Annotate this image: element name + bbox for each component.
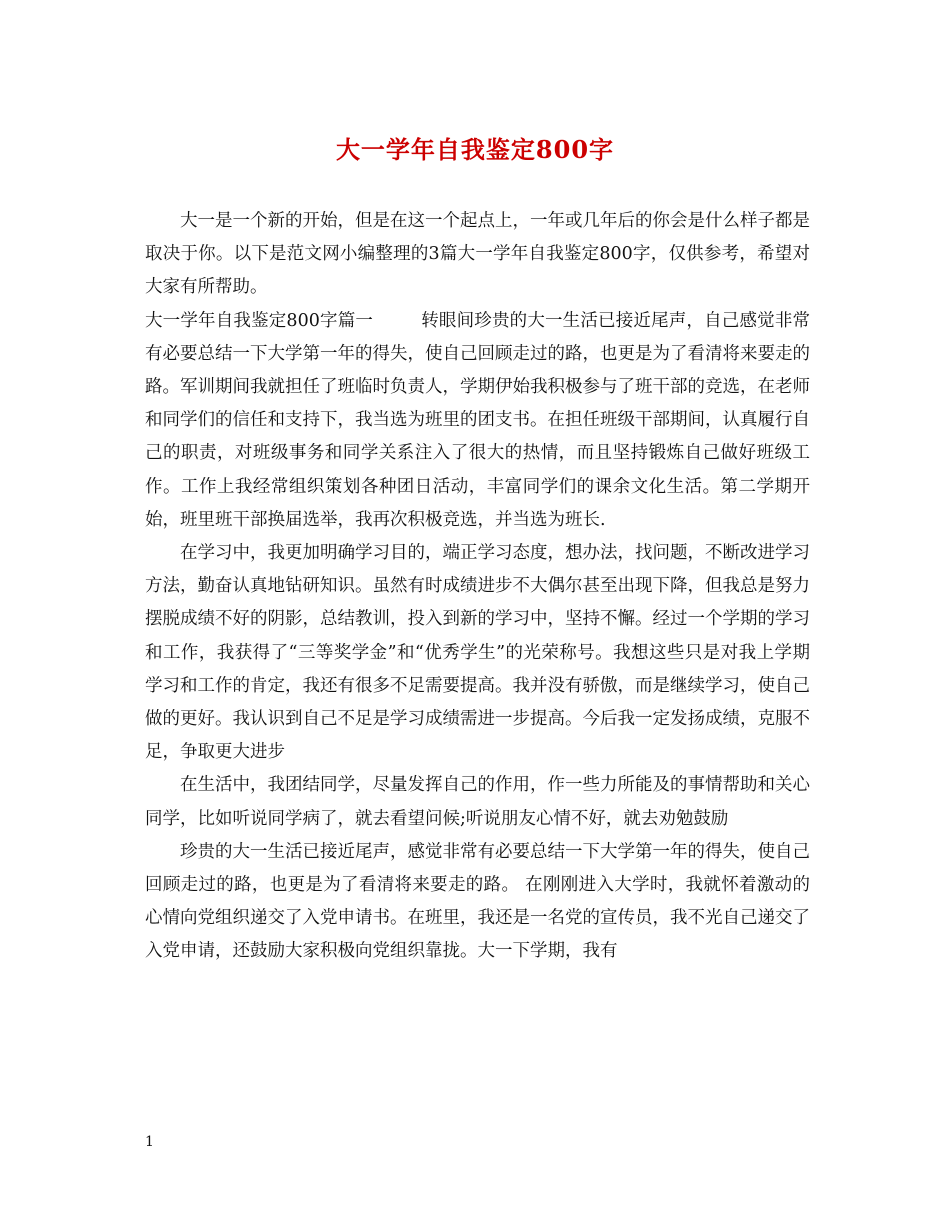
document-body [145,205,810,969]
section-heading: 大一学年自我鉴定800字篇一 [145,310,374,331]
section-one-text: 转眼间珍贵的大一生活已接近尾声，自己感觉非常有必要总结一下大学第一年的得失，使自己回顾走过的路，也更是为了看清将来要走的路。军训期间我就担任了班临时负责人，学期伊始我积极参与了班干部的竞选，在老师和同学们的信任和支持下，我当选为班里的团支书。在担任班级干部期间，认真履行自己的职责，对班级事务和同学关系注入了很大的热情，而且坚持锻炼自己做好班级工作。工作上我经常组织策划各种团日活动，丰富同学们的课余文化生活。第二学期开始，班里班干部换届选举，我再次积极竞选，并当选为班长. [145,310,811,530]
life-paragraph: 在生活中，我团结同学，尽量发挥自己的作用，作一些力所能及的事情帮助和关心同学，比如听说同学病了，就去看望问候;听说朋友心情不好，就去劝勉鼓励 [145,775,810,829]
page-number: 1 [145,1134,154,1150]
document-title: 大一学年自我鉴定800字 [335,135,615,164]
section-one-paragraph [145,305,810,537]
party-paragraph: 珍贵的大一生活已接近尾声，感觉非常有必要总结一下大学第一年的得失，使自己回顾走过的路，也更是为了看清将来要走的路。 在刚刚进入大学时，我就怀着激动的心情向党组织递交了入党申请书。在班里，我还是一名党的宣传员，我不光自己递交了入党申请，还鼓励大家积极向党组织靠拢。大一下学期，我有 [145,841,810,962]
intro-paragraph: 大一是一个新的开始，但是在这一个起点上，一年或几年后的你会是什么样子都是取决于你。以下是范文网小编整理的3篇大一学年自我鉴定800字，仅供参考，希望对大家有所帮助。 [145,211,810,298]
study-paragraph: 在学习中，我更加明确学习目的，端正学习态度，想办法，找问题，不断改进学习方法，勤奋认真地钻研知识。虽然有时成绩进步不大偶尔甚至出现下降，但我总是努力摆脱成绩不好的阴影，总结教训，投入到新的学习中，坚持不懈。经过一个学期的学习和工作，我获得了“三等奖学金”和“优秀学生”的光荣称号。我想这些只是对我上学期学习和工作的肯定，我还有很多不足需要提高。我并没有骄傲，而是继续学习，使自己做的更好。我认识到自己不足是学习成绩需进一步提高。今后我一定发扬成绩，克服不足，争取更大进步 [145,543,810,763]
